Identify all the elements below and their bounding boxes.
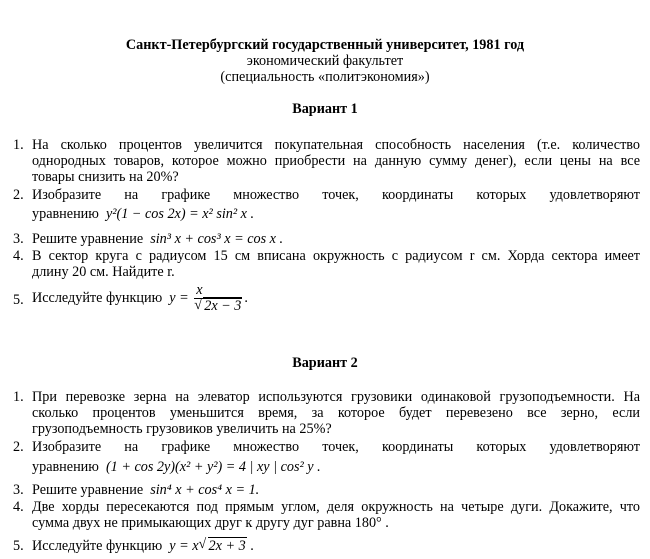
problem-text: уравнению: [32, 206, 99, 222]
problem-text: При перевозке зерна на элеватор используются грузовики одинаковой грузоподъемности. На: [32, 389, 640, 405]
problem-text: грузоподъемность грузовиков увеличить на 25%?: [32, 421, 332, 437]
radicand: 2x − 3: [204, 298, 242, 314]
v1-problem-4: [13, 248, 640, 280]
problem-number: 4.: [13, 499, 24, 515]
faculty-line: экономический факультет: [246, 53, 404, 69]
problem-text: Исследуйте функцию: [32, 538, 163, 554]
v1-problem-1: [13, 137, 640, 185]
v2-problem-3: [13, 482, 640, 498]
problem-number: 2.: [13, 187, 24, 203]
problem-text: однородных товаров, которое можно приобрести на данную сумму денег), если цены на все: [32, 153, 640, 169]
problem-text: Решите уравнение: [32, 231, 144, 247]
fraction: [194, 283, 242, 314]
problem-number: 5.: [13, 538, 24, 554]
variant-1-title: Вариант 1: [292, 101, 358, 117]
v1-problem-3: [13, 231, 640, 247]
v1-problem-2: [13, 187, 640, 222]
v2-problem-5: [13, 538, 640, 554]
problem-text: длину 20 см. Найдите r.: [32, 264, 175, 280]
problem-text: товары снизить на 20%?: [32, 169, 179, 185]
problem-text: Изобразите на графике множество точек, координаты которых удовлетворяют: [32, 439, 640, 455]
equation-lhs: y = x: [169, 538, 199, 554]
equation: y²(1 − cos 2x) = x² sin² x .: [105, 206, 255, 222]
problem-text: сумма двух не примыкающих друг к другу дуг равна 180° .: [32, 515, 389, 531]
problem-text: уравнению: [32, 459, 99, 475]
v2-problem-4: [13, 499, 640, 531]
radicand: 2x + 3: [208, 538, 246, 554]
problem-text: Исследуйте функцию: [32, 289, 163, 306]
radical-sign-icon: √: [194, 298, 202, 313]
punctuation: .: [244, 289, 248, 306]
punctuation: .: [250, 538, 254, 554]
radical-sign-icon: √: [198, 537, 207, 552]
v2-problem-1: [13, 389, 640, 437]
equation: (1 + cos 2y)(x² + y²) = 4 | xy | cos² y .: [105, 459, 321, 475]
problem-number: 4.: [13, 248, 24, 264]
equation-lhs: y =: [169, 289, 189, 306]
problem-number: 5.: [13, 292, 24, 308]
document-header: [0, 37, 650, 85]
problem-text: Изобразите на графике множество точек, координаты которых удовлетворяют: [32, 187, 640, 203]
equation: sin⁴ x + cos⁴ x = 1.: [150, 482, 260, 498]
equation: sin³ x + cos³ x = cos x .: [150, 231, 284, 247]
university-title: Санкт-Петербургский государственный университет, 1981 год: [125, 37, 525, 53]
speciality-line: (специальность «политэкономия»): [220, 69, 430, 85]
problem-number: 1.: [13, 389, 24, 405]
problem-number: 3.: [13, 482, 24, 498]
v1-problem-5: [13, 283, 640, 314]
variant-2-title: Вариант 2: [292, 355, 358, 371]
square-root: [194, 299, 242, 314]
problem-text: Решите уравнение: [32, 482, 144, 498]
problem-number: 1.: [13, 137, 24, 153]
problem-text: В сектор круга с радиусом 15 см вписана окружность с радиусом r см. Хорда сектора имеет: [32, 248, 640, 264]
problem-number: 3.: [13, 231, 24, 247]
fraction-numerator: x: [194, 283, 242, 299]
problem-number: 2.: [13, 439, 24, 455]
square-root: [199, 538, 247, 554]
problem-text: На сколько процентов увеличится покупательная способность населения (т.е. количество: [32, 137, 640, 153]
v2-problem-2: [13, 439, 640, 475]
problem-text: Две хорды пересекаются под прямым углом, деля окружность на четыре дуги. Докажите, что: [32, 499, 640, 515]
problem-text: сколько процентов уменьшится время, за которое будет перевезено все зерно, если: [32, 405, 640, 421]
